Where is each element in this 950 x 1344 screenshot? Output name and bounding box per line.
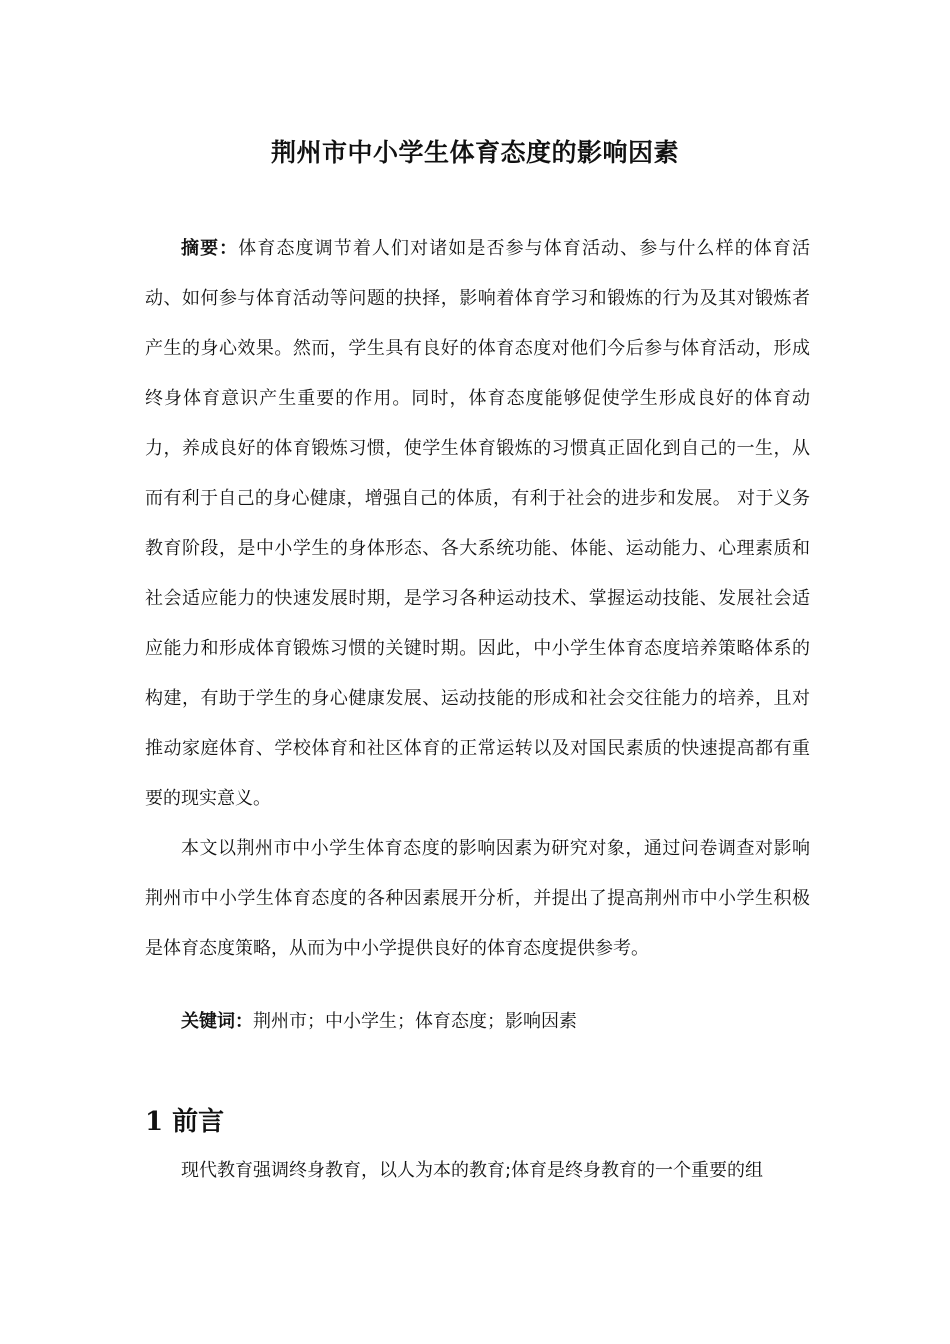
section-heading-introduction: 1 前言 [145, 1107, 225, 1137]
keywords-line [145, 997, 810, 1047]
introduction-paragraph-1: 现代教育强调终身教育，以人为本的教育;体育是终身教育的一个重要的组 [181, 1160, 764, 1181]
abstract-label: 摘要： [181, 238, 239, 259]
abstract-text-1: 体育态度调节着人们对诸如是否参与体育活动、参与什么样的体育活动、如何参与体育活动等问题的抉择，影响着体育学习和锻炼的行为及其对锻炼者产生的身心效果。然而，学生具有良好的体育态度对他们今后参与体育活动，形成终身体育意识产生重要的作用。同时，体育态度能够促使学生形成良好的体育动力，养成良好的体育锻炼习惯，使学生体育锻炼的习惯真正固化到自己的一生，从而有利于自己的身心健康，增强自己的体质，有利于社会的进步和发展。 对于义务教育阶段，是中小学生的身体形态、各大系统功能、体能、运动能力、心理素质和社会适应能力的快速发展时期，是学习各种运动技术、掌握运动技能、发展社会适应能力和形成体育锻炼习惯的关键时期。因此，中小学生体育态度培养策略体系的构建，有助于学生的身心健康发展、运动技能的形成和社会交往能力的培养，且对推动家庭体育、学校体育和社区体育的正常运转以及对国民素质的快速提高都有重要的现实意义。 [145, 238, 810, 809]
abstract-paragraph-2: 本文以荆州市中小学生体育态度的影响因素为研究对象，通过问卷调查对影响荆州市中小学生体育态度的各种因素展开分析，并提出了提高荆州市中小学生积极是体育态度策略，从而为中小学提供良好的体育态度提供参考。 [145, 838, 810, 959]
keywords-text: 荆州市；中小学生；体育态度；影响因素 [253, 1011, 577, 1032]
abstract-paragraph-1 [145, 224, 810, 824]
document-title: 荆州市中小学生体育态度的影响因素 [270, 138, 679, 167]
abstract-section [145, 224, 810, 974]
introduction-section [145, 1146, 810, 1196]
keywords-label: 关键词： [181, 1011, 253, 1032]
